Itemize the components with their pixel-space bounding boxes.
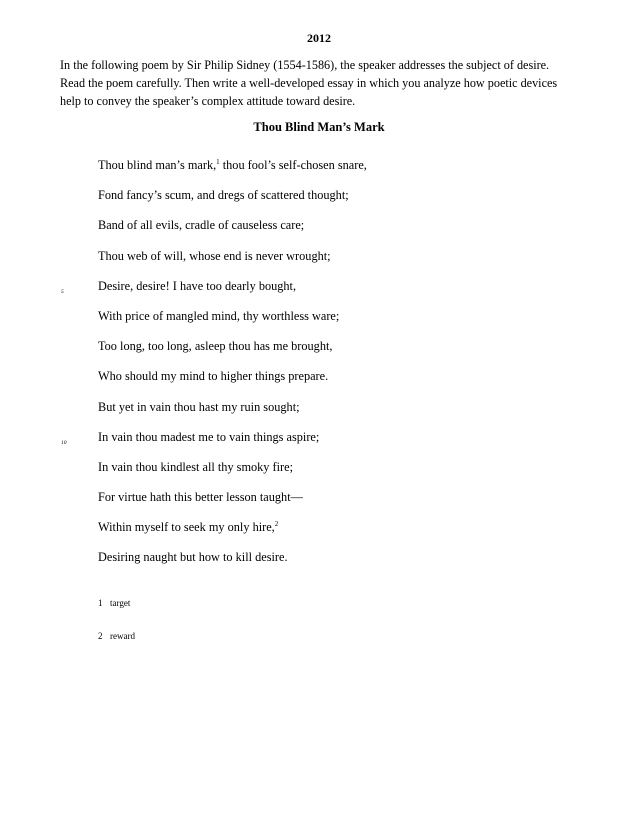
poem-line — [0, 277, 638, 307]
poem-body — [0, 156, 638, 579]
poem-line-continuation: thou fool’s self-chosen snare, — [219, 158, 367, 172]
poem-line — [0, 247, 638, 277]
footnotes — [98, 598, 135, 664]
poem-line — [0, 307, 638, 337]
poem-line-main: Band of all evils, cradle of causeless care; — [98, 218, 305, 233]
poem-line — [0, 458, 638, 488]
prompt-line: Read the poem carefully. Then write a well-developed essay in which you analyze how poetic devices — [60, 76, 558, 90]
poem-line-text — [98, 518, 278, 536]
poem-line-text — [98, 398, 300, 416]
poem-line-main: In vain thou kindlest all thy smoky fire; — [98, 459, 294, 474]
poem-line-main: In vain thou madest me to vain things aspire; — [98, 429, 320, 444]
footnote-text: target — [110, 598, 131, 608]
poem-line-main: Thou web of will, whose end is never wrought; — [98, 248, 331, 263]
poem-line-text — [98, 216, 304, 234]
poem-line — [0, 398, 638, 428]
year-heading: 2012 — [307, 31, 331, 45]
poem-line — [0, 367, 638, 397]
poem-line — [0, 488, 638, 518]
poem-line — [0, 428, 638, 458]
footnote-marker: 1 — [216, 158, 220, 166]
poem-line-text — [98, 367, 328, 385]
footnote — [98, 598, 135, 631]
poem-line-text — [98, 307, 339, 325]
prompt-line: help to convey the speaker’s complex attitude toward desire. — [60, 94, 356, 108]
poem-line-text — [98, 337, 332, 355]
poem-line-text — [98, 186, 349, 204]
footnote-marker: 2 — [274, 520, 279, 529]
poem-line-text — [98, 488, 303, 506]
poem-line-text — [98, 277, 296, 295]
poem-line-main: Who should my mind to higher things prepare. — [98, 369, 329, 384]
poem-line-main: Within myself to seek my only hire, — [98, 520, 275, 535]
line-number: 5 — [61, 288, 64, 295]
poem-line-main: Desiring naught but how to kill desire. — [98, 550, 288, 565]
poem-line — [0, 337, 638, 367]
poem-line-main: Too long, too long, asleep thou has me brought, — [98, 339, 333, 354]
poem-line-text — [98, 458, 293, 476]
poem-line-text — [98, 156, 367, 174]
footnote-number: 2 — [98, 631, 103, 641]
poem-line-text — [98, 247, 331, 265]
poem-title: Thou Blind Man’s Mark — [253, 120, 385, 134]
poem-line — [0, 186, 638, 216]
footnote-number: 1 — [98, 598, 103, 608]
poem-line-main: Thou blind man’s mark, — [98, 158, 217, 172]
prompt-line: In the following poem by Sir Philip Sidney (1554-1586), the speaker addresses the subject of desire. — [60, 58, 550, 72]
poem-line-main: For virtue hath this better lesson taught— — [98, 490, 303, 505]
poem-line-main: Fond fancy’s scum, and dregs of scattered thought; — [98, 188, 349, 203]
poem-line-main: With price of mangled mind, thy worthless ware; — [98, 308, 340, 323]
poem-line-main: But yet in vain thou hast my ruin sought; — [98, 399, 300, 414]
poem-line — [0, 156, 638, 186]
poem-line-text — [98, 548, 288, 566]
essay-prompt — [60, 56, 590, 110]
poem-line-main: Desire, desire! I have too dearly bought, — [98, 278, 297, 293]
poem-line — [0, 518, 638, 548]
footnote-text: reward — [110, 631, 135, 641]
poem-line — [0, 548, 638, 578]
footnote — [98, 631, 135, 664]
poem-line — [0, 216, 638, 246]
poem-line-text — [98, 428, 319, 446]
line-number: 10 — [61, 439, 67, 446]
